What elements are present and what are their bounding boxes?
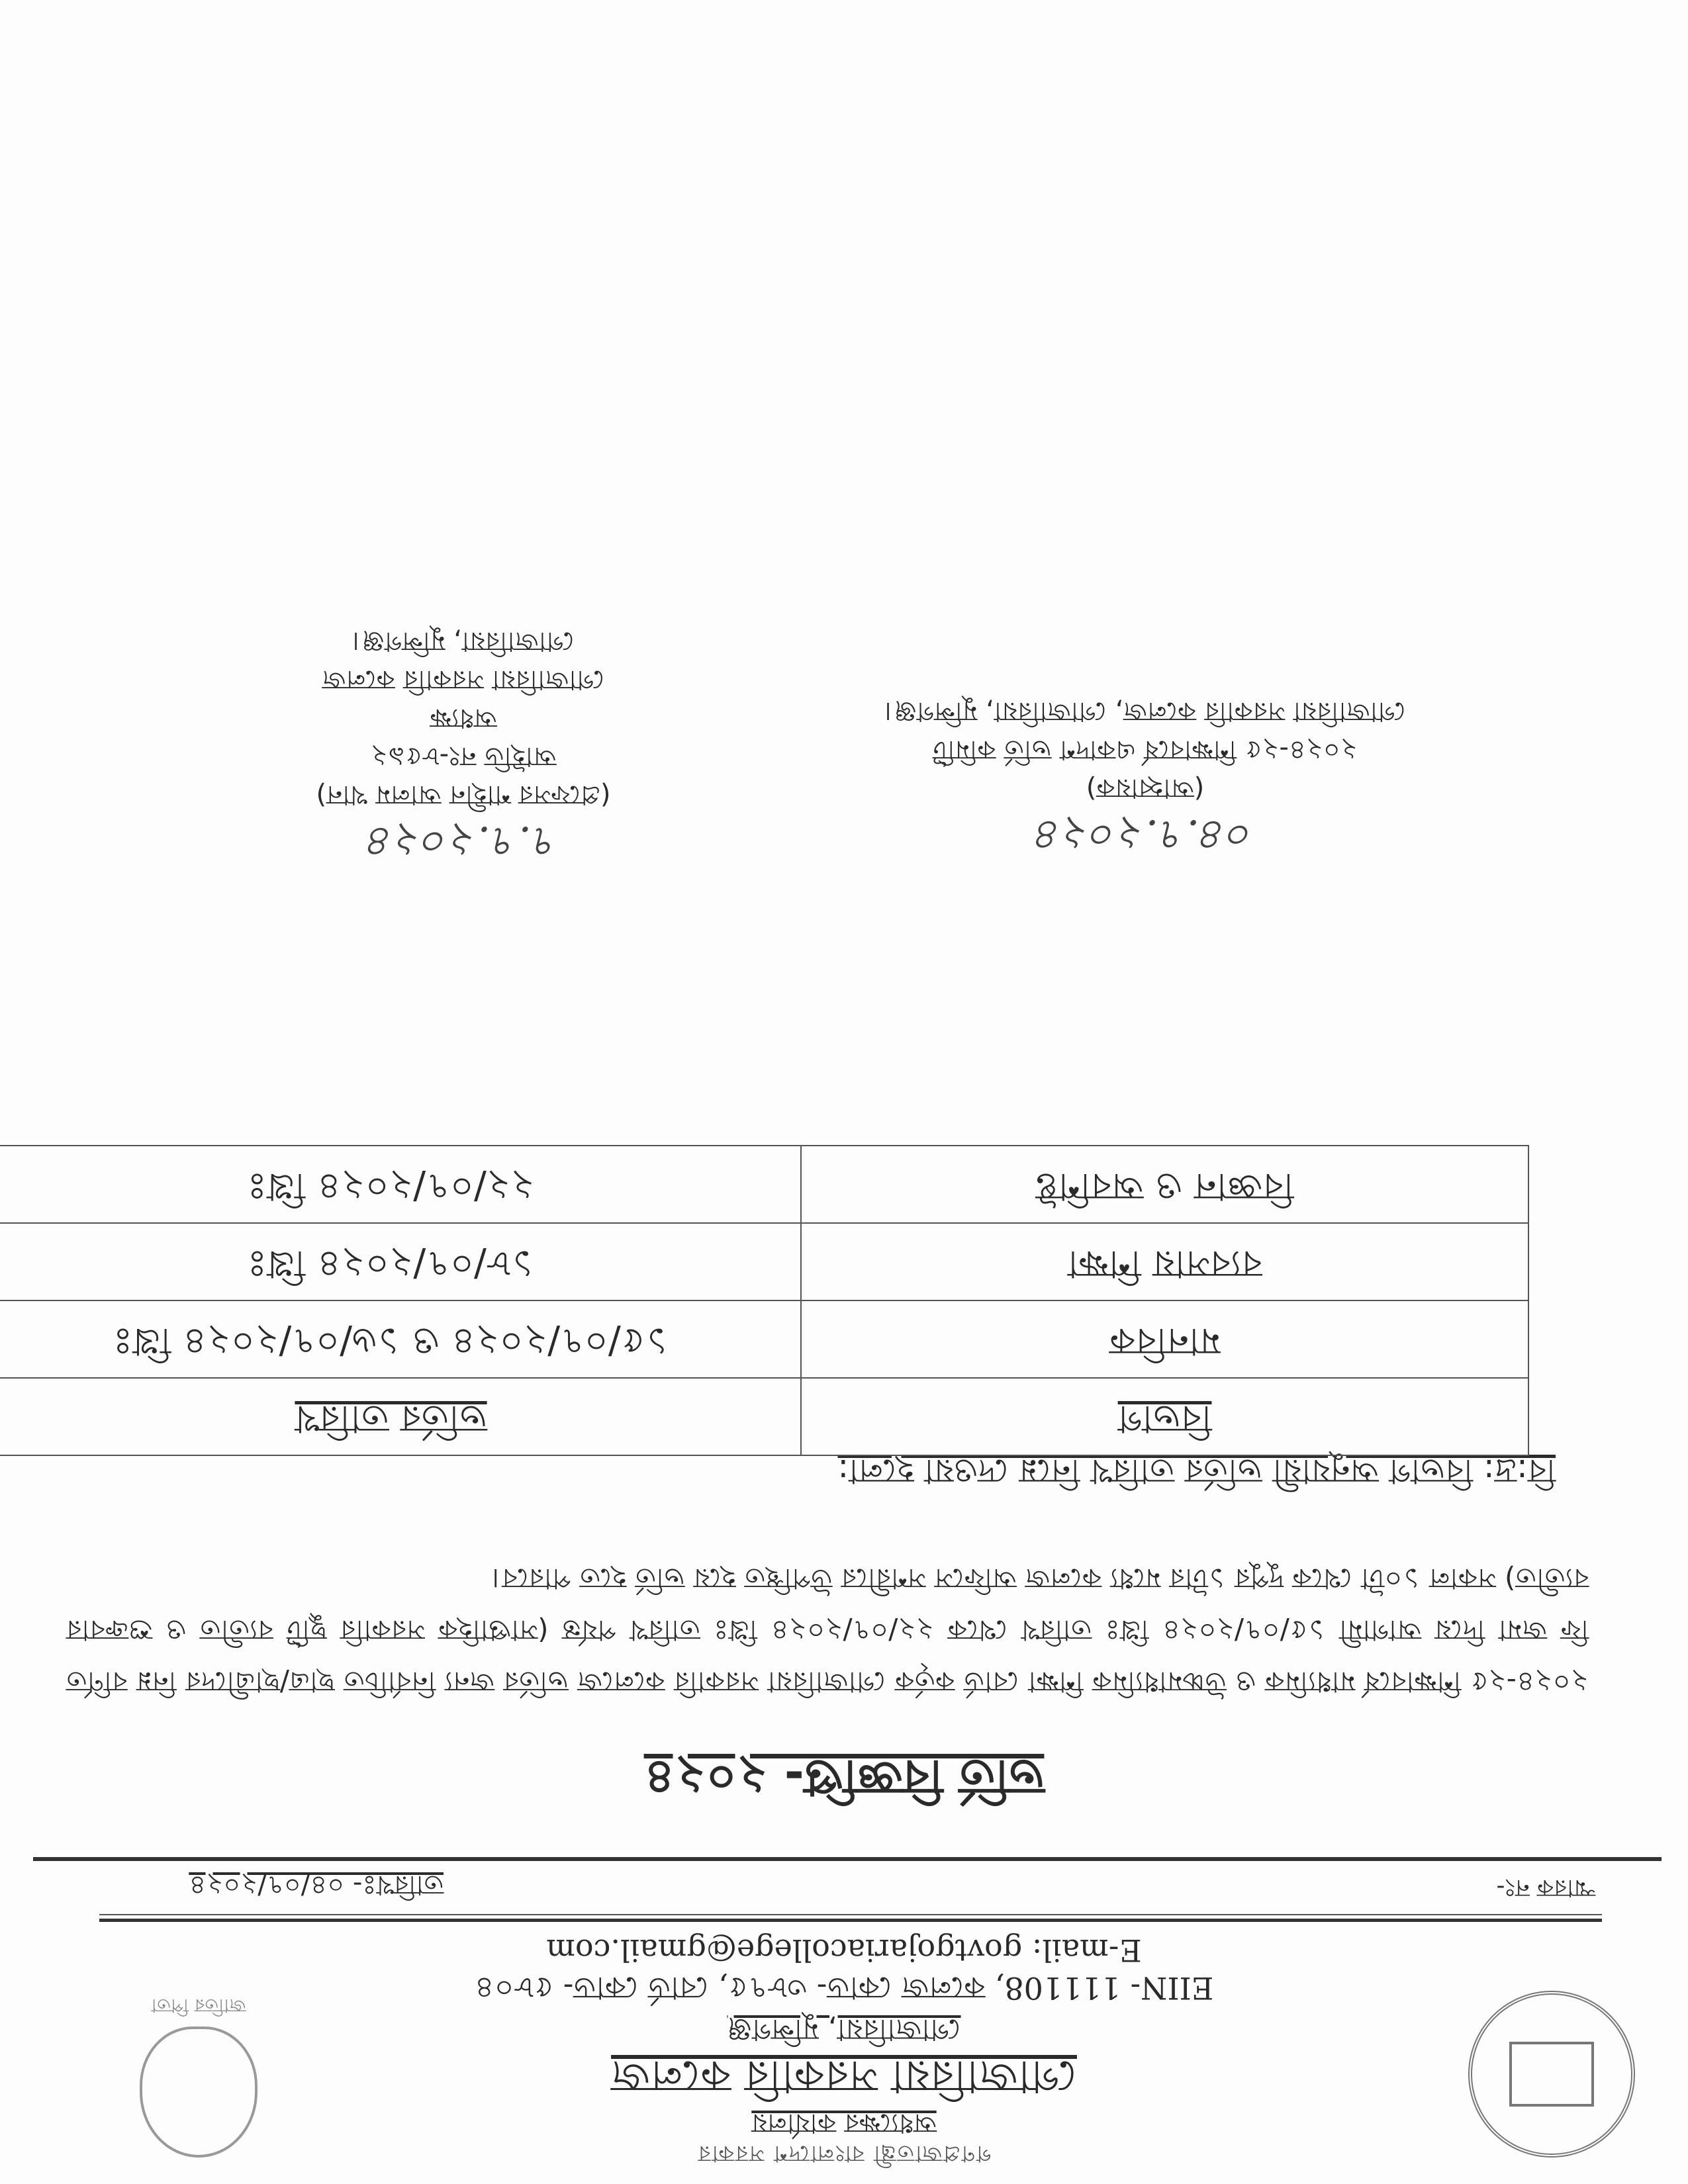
- signatory-title: অধ্যক্ষ: [430, 703, 497, 733]
- college-name: গোজারিয়া সরকারি কলেজ: [611, 2051, 1077, 2102]
- memo-divider: [33, 1857, 1662, 1861]
- table-header-row: [0, 1378, 1528, 1455]
- handwritten-signature: ৭.৭.২০২৪: [367, 817, 560, 866]
- admission-schedule-table: [0, 1145, 1529, 1456]
- department-cell: ব্যবসায় শিক্ষা: [801, 1223, 1528, 1300]
- signatory-role: (আহ্বায়ক): [1086, 773, 1205, 803]
- college-location: গোজারিয়া, মুন্সিগঞ্জ: [727, 2013, 961, 2046]
- table-row: [0, 1146, 1528, 1223]
- government-heading: গণপ্রজাতন্ত্রী বাংলাদেশ সরকার: [696, 2140, 992, 2167]
- date-cell: ২২/০৭/২০২৪ খ্রিঃ: [0, 1146, 801, 1223]
- header-admission-date: ভর্তির তারিখ: [0, 1378, 801, 1455]
- date-cell: ১৫/০৭/২০২৪ ও ১৬/০৭/২০২৪ খ্রিঃ: [0, 1300, 801, 1378]
- department-note: বি:দ্র: বিভাগ অনুযায়ী ভর্তির তারিখ নিম্নে দেওয়া হলো:: [837, 1452, 1556, 1490]
- principal-signature-block: [165, 622, 761, 874]
- institution-name: গোজারিয়া সরকারি কলেজ: [322, 664, 605, 695]
- notice-body: ২০২৪-২৫ শিক্ষাবর্ষে মাধ্যমিক ও উচ্চমাধ্যমিক শিক্ষা বোর্ড কর্তৃক গোজারিয়া সরকারি কলেজে ভর্তির জন্য নির্বাচিত ছাত্র/ছাত্রীদের নিম্ন বর্ণিত ফি জমা দিয়ে আগামী ১৫/০৭/২০২৪ খ্রিঃ তারিখ থেকে ২২/০৭/২০২৪ খ্রিঃ তারিখ পর্যন্ত (সাপ্তাহিক সরকারি ছুটি ব্যতীত ও শুক্রবার ব্যতীত) সকাল ১০টা থেকে দুপুর ১টার মধ্যে কলেজ অফিসে সশরীরে উপস্থিত হয়ে ভর্তি হতে পারবে।: [66, 1563, 1589, 1698]
- header-divider: [99, 1919, 1602, 1922]
- table-row: [0, 1300, 1528, 1378]
- institution-location: গোজারিয়া, মুন্সিগঞ্জ।: [352, 626, 575, 657]
- institution-address: গোজারিয়া সরকারি কলেজ, গোজারিয়া, মুন্সিগঞ্জ।: [884, 696, 1406, 727]
- date-cell: ১৮/০৭/২০২৪ খ্রিঃ: [0, 1223, 801, 1300]
- eiin-codes: EIIN- 111108, কলেজ কোড- ৩৮৭৫, বোর্ড কোড- ৫৮০৪: [474, 1970, 1214, 2006]
- header-divider-thin: [99, 1914, 1602, 1915]
- handwritten-signature: ০৪.৭.২০২৪: [1035, 810, 1255, 859]
- signatory-id: আইডি নং-৮৫৯২: [370, 741, 557, 772]
- office-heading: অধ্যক্ষের কার্যালয়: [751, 2108, 937, 2138]
- department-cell: মানবিক: [801, 1300, 1528, 1378]
- portrait-caption: জাতির পিতা: [151, 1995, 246, 2017]
- notice-title: ভর্তি বিজ্ঞপ্তি- ২০২৪: [643, 1750, 1045, 1805]
- header-department: বিভাগ: [801, 1378, 1528, 1455]
- table-row: [0, 1223, 1528, 1300]
- signatory-name: (প্রফেসর শাহীন আলম খান): [316, 780, 611, 810]
- memo-number: স্মারক নং-: [1496, 1874, 1595, 1901]
- department-cell: বিজ্ঞান ও অবশিষ্ট: [801, 1146, 1528, 1223]
- email-address: E-mail: govtgojariacollege@gmail.com: [546, 1933, 1142, 1968]
- committee-name: ২০২৪-২৫ শিক্ষাবর্ষে একাদশ ভর্তি কমিটি: [933, 735, 1358, 765]
- convener-signature-block: [880, 692, 1410, 867]
- issue-date: তারিখঃ- ০৪/০৭/২০২৪: [189, 1870, 444, 1900]
